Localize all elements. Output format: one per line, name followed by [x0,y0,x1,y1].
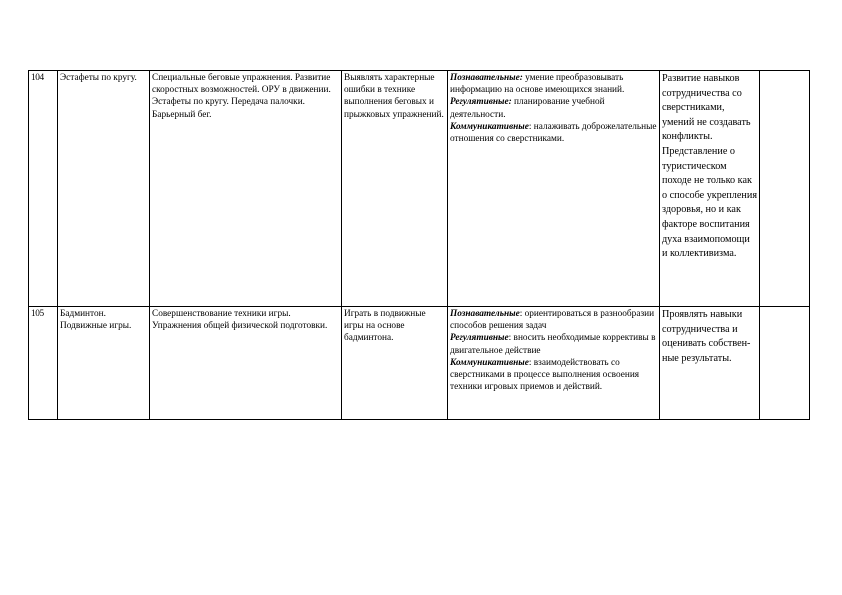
uud-text-communicative: : взаимодействовать со сверстниками в процессе выполнения освоения техники игровых приемов и действий. [450,357,640,393]
extra-cell [760,307,810,420]
uud-text-regulatory: : вносить необходимые коррективы в двигательное действие [450,333,656,356]
uud-term-cognitive: Познавательные: [450,73,523,83]
uud-text-regulatory: планирование учебной деятельности. [450,97,605,120]
personal-results: Развитие навыков сотрудничества со сверстниками, умений не создавать конфликты. Представление о туристическом походе не только как о способе укрепления здоровья, но и как факторе воспитания духа взаимопомощи и коллективизма. [660,71,760,307]
table-row [29,71,810,307]
lesson-number: 105 [29,307,58,420]
personal-results: Проявлять навыки сотрудничества и оценивать собствен-ные результаты. [660,307,760,420]
lesson-number: 104 [29,71,58,307]
student-activity: Играть в подвижные игры на основе бадминтона. [342,307,448,420]
lesson-topic: Бадминтон. Подвижные игры. [58,307,150,420]
uud-term-regulatory: Регулятивные: [450,97,512,108]
lesson-content: Совершенствование техники игры. Упражнения общей физической подготовки. [150,307,342,420]
uud-text-cognitive: умение преобразовывать информацию на основе имеющихся знаний. [450,73,625,96]
uud-term-regulatory: Регулятивные [450,333,509,344]
uud-term-cognitive: Познавательные [450,309,520,319]
student-activity: Выявлять характерные ошибки в технике выполнения беговых и прыжковых упражнений. [342,71,448,307]
uud-text-communicative: : налаживать доброжелательные отношения со сверстниками. [450,121,657,145]
lesson-topic: Эстафеты по кругу. [58,71,150,307]
uud-cell [448,307,660,420]
uud-term-communicative: Коммуникативные [450,357,529,368]
uud-cell [448,71,660,307]
table-row [29,307,810,420]
lesson-content: Специальные беговые упражнения. Развитие скоростных возможностей. ОРУ в движении. Эстафеты по кругу. Передача палочки. Барьерный бег. [150,71,342,307]
uud-text-cognitive: : ориентироваться в разнообразии способов решения задач [450,309,655,332]
lesson-plan-table [28,70,810,420]
extra-cell [760,71,810,307]
uud-term-communicative: Коммуникативные [450,121,529,132]
